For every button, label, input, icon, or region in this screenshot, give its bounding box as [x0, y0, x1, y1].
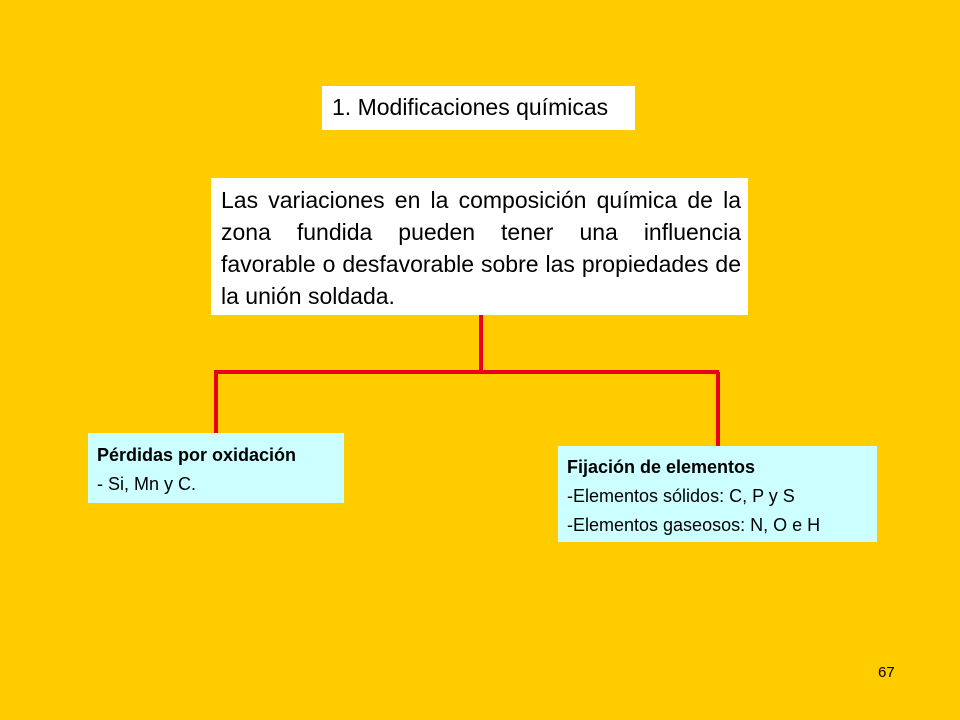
element-fixation-content	[567, 453, 820, 540]
oxidation-loss-content	[97, 441, 296, 499]
page-number: 67	[878, 664, 895, 681]
element-fixation-item: -Elementos gaseosos: N, O e H	[567, 515, 821, 535]
oxidation-loss-heading: Pérdidas por oxidación	[97, 445, 297, 465]
element-fixation-heading: Fijación de elementos	[567, 457, 756, 477]
main-text: Las variaciones en la composición química de la zona fundida pueden tener una influencia favorable o desfavorable sobre las propiedades de la unión soldada.	[221, 187, 741, 309]
element-fixation-item: -Elementos sólidos: C, P y S	[567, 486, 795, 506]
oxidation-loss-item: - Si, Mn y C.	[97, 474, 197, 494]
slide-title: 1. Modificaciones químicas	[332, 94, 609, 120]
